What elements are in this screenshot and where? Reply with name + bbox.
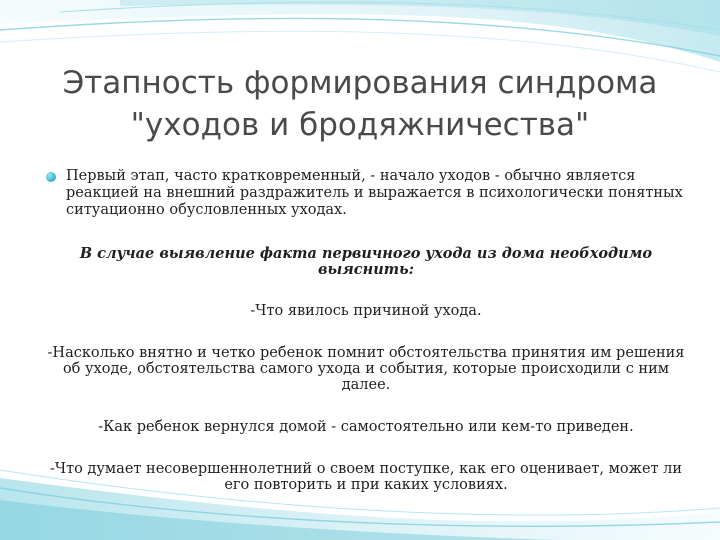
question-opinion: -Что думает несовершеннолетний о своем поступке, как его оценивает, может ли его повторить и при каких условиях. [49,461,683,493]
intro-text: В случае выявление факта первичного ухода из дома необходимо выяснить: [79,245,653,278]
question-cause: -Что явилось причиной ухода. [250,303,482,319]
title-line-1: Этапность формирования синдрома [62,65,658,101]
question-memory: -Насколько внятно и четко ребенок помнит обстоятельства принятия им решения об уходе, обстоятельства самого ухода и события, которые происходили с ним далее. [47,345,685,393]
teal-circle-bullet-icon [46,172,56,182]
question-return: -Как ребенок вернулся домой - самостоятельно или кем-то приведен. [98,419,634,435]
title-line-2: "уходов и бродяжничества" [130,107,590,143]
slide-title [30,62,690,146]
first-stage-bullet [46,168,686,219]
slide-body [46,168,686,493]
bullet-text: Первый этап, часто кратковременный, - начало уходов - обычно является реакцией на внешний раздражитель и выражается в психологически понятных ситуационно обусловленных уходах. [66,168,683,218]
